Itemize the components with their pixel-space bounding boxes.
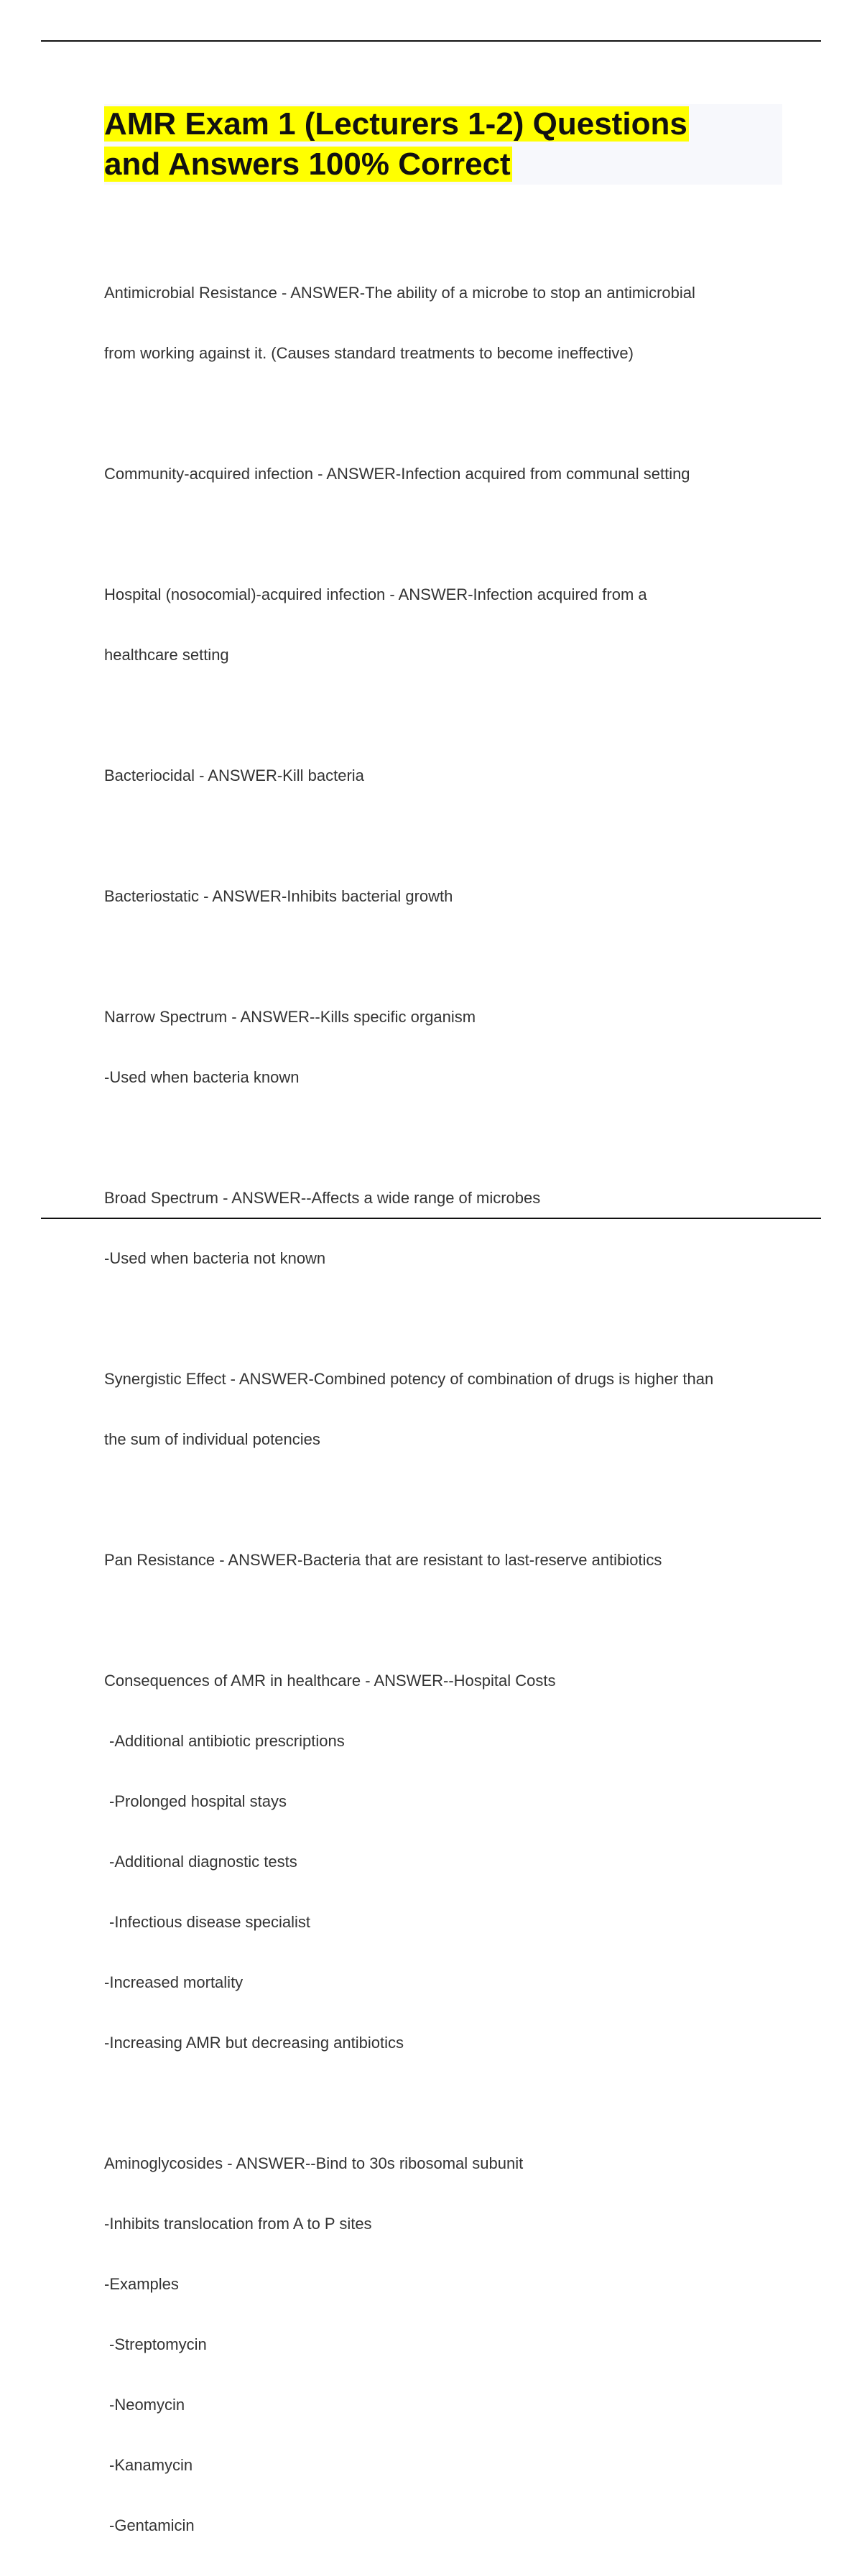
qa-line: -Kanamycin [109,2456,193,2474]
qa-line: -Increasing AMR but decreasing antibiotics [104,2034,404,2052]
qa-line: -Examples [104,2275,179,2293]
qa-line: healthcare setting [104,646,229,664]
qa-item-broad-spectrum [104,1148,787,1309]
qa-item-hospital-acquired-infection [104,545,787,705]
qa-line: Pan Resistance - ANSWER-Bacteria that are resistant to last-reserve antibiotics [104,1551,662,1569]
qa-line: Community-acquired infection - ANSWER-Infection acquired from communal setting [104,465,690,483]
qa-line: Synergistic Effect - ANSWER-Combined potency of combination of drugs is higher than [104,1370,714,1388]
qa-item-antimicrobial-resistance [104,243,787,404]
qa-item-synergistic-effect [104,1329,787,1490]
qa-line: the sum of individual potencies [104,1430,320,1448]
qa-line: Aminoglycosides - ANSWER--Bind to 30s ribosomal subunit [104,2154,524,2172]
qa-line: -Neomycin [109,2396,185,2414]
qa-line: -Additional antibiotic prescriptions [109,1732,345,1750]
qa-line: Bacteriocidal - ANSWER-Kill bacteria [104,766,364,784]
qa-line: Narrow Spectrum - ANSWER--Kills specific organism [104,1008,476,1026]
qa-item-pan-resistance [104,1510,787,1611]
qa-line: Antimicrobial Resistance - ANSWER-The ability of a microbe to stop an antimicrobial [104,284,695,302]
qa-line: Broad Spectrum - ANSWER--Affects a wide range of microbes [104,1189,541,1207]
title-line-1: AMR Exam 1 (Lecturers 1-2) Questions [104,106,687,142]
qa-item-narrow-spectrum [104,967,787,1128]
title-block [104,104,782,185]
qa-line: -Inhibits translocation from A to P sites [104,2215,372,2233]
bottom-rule [41,1218,821,1219]
qa-list [104,243,787,2576]
qa-line: -Gentamicin [109,2516,195,2534]
qa-line: -Prolonged hospital stays [109,1792,287,1810]
document-title [104,104,782,185]
top-rule [41,40,821,42]
qa-line: Hospital (nosocomial)-acquired infection - ANSWER-Infection acquired from a [104,585,647,603]
qa-item-aminoglycosides [104,2113,787,2576]
qa-line: -Used when bacteria not known [104,1249,326,1267]
qa-line: Bacteriostatic - ANSWER-Inhibits bacterial growth [104,887,453,905]
qa-item-consequences-of-amr [104,1631,787,2093]
qa-item-bacteriocidal [104,726,787,826]
qa-line: -Additional diagnostic tests [109,1853,297,1871]
title-line-2: and Answers 100% Correct [104,147,511,182]
qa-line: -Used when bacteria known [104,1068,300,1086]
qa-line: -Infectious disease specialist [109,1913,311,1931]
qa-line: from working against it. (Causes standard treatments to become ineffective) [104,344,634,362]
qa-line: Consequences of AMR in healthcare - ANSWER--Hospital Costs [104,1672,556,1690]
qa-line: -Increased mortality [104,1973,244,1991]
qa-item-bacteriostatic [104,846,787,947]
qa-item-community-acquired-infection [104,424,787,524]
qa-line: -Streptomycin [109,2335,207,2353]
